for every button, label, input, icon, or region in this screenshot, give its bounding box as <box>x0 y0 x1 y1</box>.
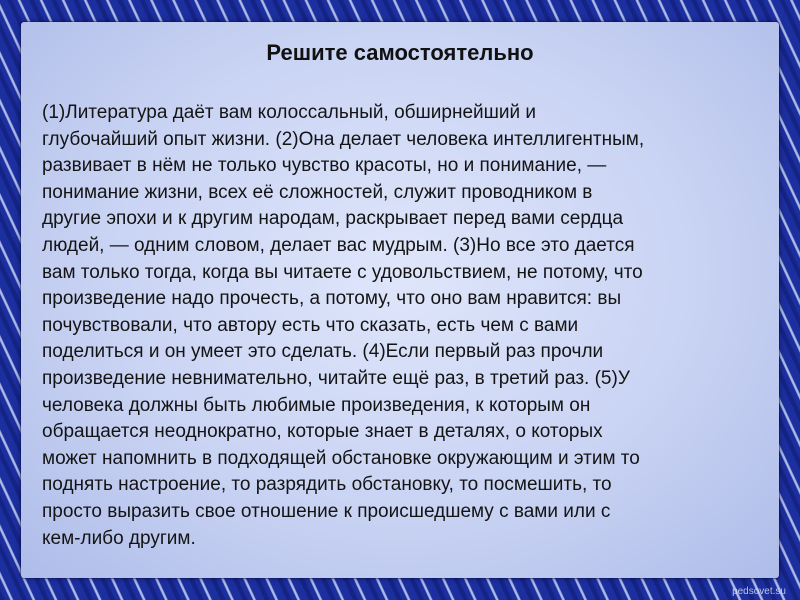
watermark: pedsovet.su <box>732 586 786 597</box>
slide-title: Решите самостоятельно <box>266 40 534 65</box>
slide-panel <box>21 22 779 578</box>
slide-body-text: (1)Литература даёт вам колоссальный, обширнейший и глубочайший опыт жизни. (2)Она делает человека интеллигентным, развивает в нём не только чувство красоты, но и понимание, — понимание жизни, всех её сложностей, служит проводником в другие эпохи и к другим народам, раскрывает перед вами сердца людей, — одним словом, делает вас мудрым. (3)Но все это дается вам только тогда, когда вы читаете с удовольствием, не потому, что произведение надо прочесть, а потому, что оно вам нравится: вы почувствовали, что автору есть что сказать, есть чем с вами поделиться и он умеет это сделать. (4)Если первый раз прочли произведение невнимательно, читайте ещё раз, в третий раз. (5)У человека должны быть любимые произведения, к которым он обращается неоднократно, которые знает в деталях, о которых может напомнить в подходящей обстановке окружающим и этим то поднять настроение, то разрядить обстановку, то посмешить, то просто выразить свое отношение к происшедшему с вами или с кем-либо другим. <box>42 102 645 549</box>
